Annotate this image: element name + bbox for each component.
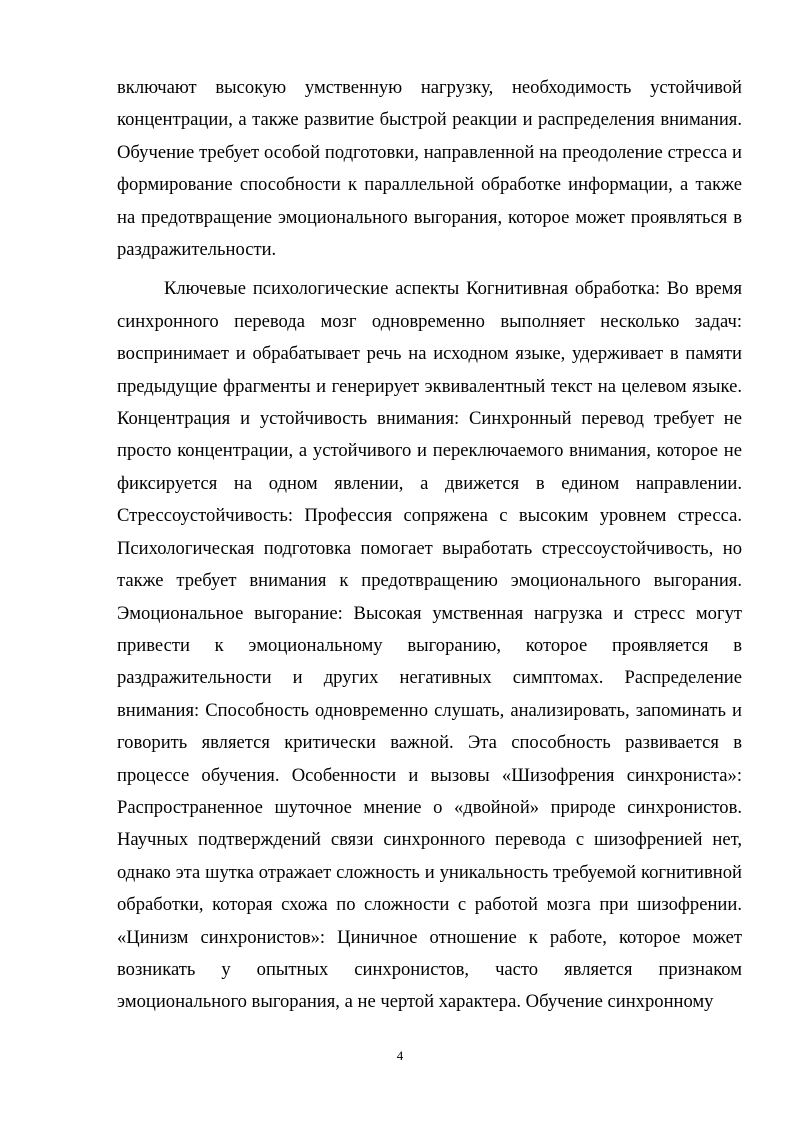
paragraph-psychological-aspects: Ключевые психологические аспекты Когнитивная обработка: Во время синхронного перевода мозг одновременно выполняет несколько задач: воспринимает и обрабатывает речь на исходном языке, удерживает в памяти предыдущие фрагменты и генерирует эквивалентный текст на целевом языке. Концентрация и устойчивость внимания: Синхронный перевод требует не просто концентрации, а устойчивого и переключаемого внимания, которое не фиксируется на одном явлении, а движется в едином направлении. Стрессоустойчивость: Профессия сопряжена с высоким уровнем стресса. Психологическая подготовка помогает выработать стрессоустойчивость, но также требует внимания к предотвращению эмоционального выгорания. Эмоциональное выгорание: Высокая умственная нагрузка и стресс могут привести к эмоциональному выгоранию, которое проявляется в раздражительности и других негативных симптомах. Распределение внимания: Способность одновременно слушать, анализировать, запоминать и говорить является критически важной. Эта способность развивается в процессе обучения. Особенности и вызовы «Шизофрения синхрониста»: Распространенное шуточное мнение о «двойной» природе синхронистов. Научных подтверждений связи синхронного перевода с шизофренией нет, однако эта шутка отражает сложность и уникальность требуемой когнитивной обработки, которая схожа по сложности с работой мозга при шизофрении. «Цинизм синхронистов»: Циничное отношение к работе, которое может возникать у опытных синхронистов, часто является признаком эмоционального выгорания, а не чертой характера. Обучение синхронному (117, 278, 742, 1013)
page-body (117, 72, 742, 1019)
paragraph-continuation: включают высокую умственную нагрузку, необходимость устойчивой концентрации, а также развитие быстрой реакции и распределения внимания. Обучение требует особой подготовки, направленной на преодоление стресса и формирование способности к параллельной обработке информации, а также на предотвращение эмоционального выгорания, которое может проявляться в раздражительности. (117, 77, 742, 261)
page-number: 4 (396, 1048, 404, 1063)
